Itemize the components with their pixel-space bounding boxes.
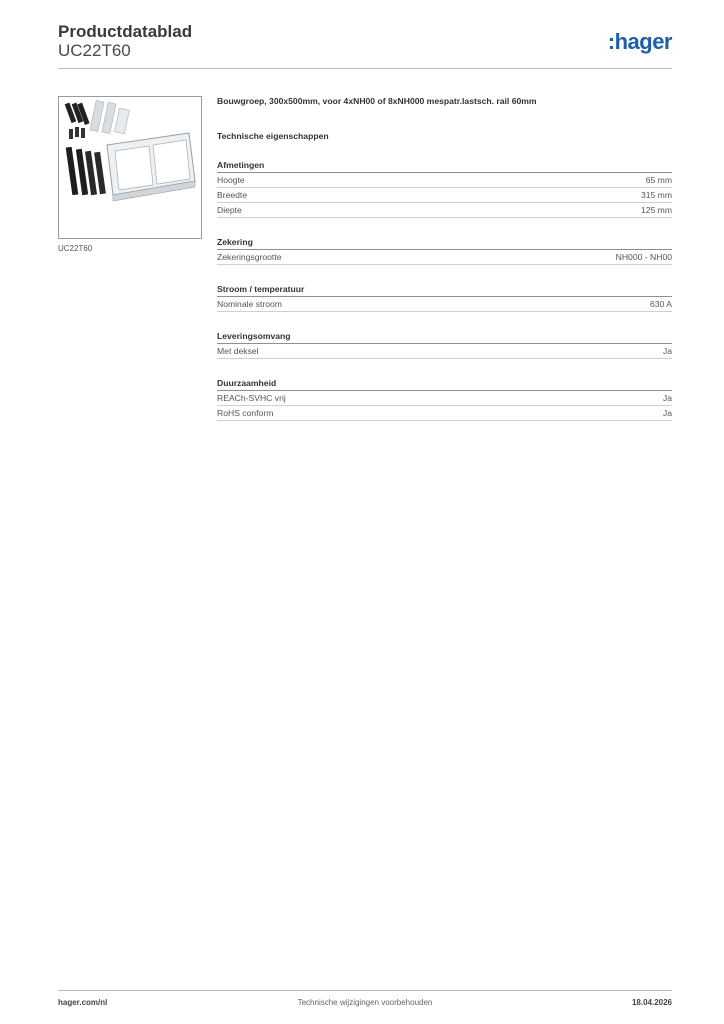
spec-row: [217, 391, 672, 406]
section-duurzaamheid: [217, 378, 672, 421]
product-image: [58, 96, 202, 239]
section-title: Afmetingen: [217, 160, 672, 173]
spec-label: RoHS conform: [217, 408, 274, 418]
section-title: Duurzaamheid: [217, 378, 672, 391]
spec-value: Ja: [662, 393, 672, 403]
website-link[interactable]: hager.com/nl: [58, 998, 108, 1007]
spec-value: Ja: [662, 346, 672, 356]
hager-logo: :hager: [607, 29, 672, 54]
product-code: UC22T60: [58, 41, 131, 60]
product-illustration-icon: [59, 97, 201, 238]
spec-value: 315 mm: [640, 190, 672, 200]
spec-row: [217, 188, 672, 203]
page-header: [58, 20, 672, 70]
spec-value: 125 mm: [640, 205, 672, 215]
footer-divider: [58, 990, 672, 991]
tech-properties-heading: Technische eigenschappen: [217, 131, 329, 141]
footer-date: 18.04.2026: [631, 998, 672, 1007]
spec-label: Nominale stroom: [217, 299, 282, 309]
page-title: Productdatablad: [58, 22, 193, 41]
section-title: Zekering: [217, 237, 672, 250]
spec-value: 65 mm: [645, 175, 672, 185]
spec-label: Hoogte: [217, 175, 245, 185]
spec-label: Met deksel: [217, 346, 259, 356]
spec-row: [217, 173, 672, 188]
footer-notice: Technische wijzigingen voorbehouden: [297, 998, 433, 1007]
section-stroom-temperatuur: [217, 284, 672, 312]
header-divider: [58, 68, 672, 69]
spec-row: [217, 203, 672, 218]
spec-row: [217, 406, 672, 421]
section-title: Stroom / temperatuur: [217, 284, 672, 297]
spec-value: 630 A: [650, 299, 672, 309]
spec-label: Zekeringsgrootte: [217, 252, 282, 262]
spec-label: Breedte: [217, 190, 248, 200]
spec-row: [217, 344, 672, 359]
product-description: Bouwgroep, 300x500mm, voor 4xNH00 of 8xNH000 mespatr.lastsch. rail 60mm: [217, 96, 537, 106]
spec-label: Diepte: [217, 205, 242, 215]
section-afmetingen: [217, 160, 672, 218]
spec-row: [217, 297, 672, 312]
section-zekering: [217, 237, 672, 265]
section-title: Leveringsomvang: [217, 331, 672, 344]
spec-value: Ja: [662, 408, 672, 418]
product-details: [217, 96, 672, 421]
spec-label: REACh-SVHC vrij: [217, 393, 286, 403]
section-leveringsomvang: [217, 331, 672, 359]
image-caption: UC22T60: [58, 244, 93, 253]
spec-value: NH000 - NH00: [615, 252, 672, 262]
spec-row: [217, 250, 672, 265]
